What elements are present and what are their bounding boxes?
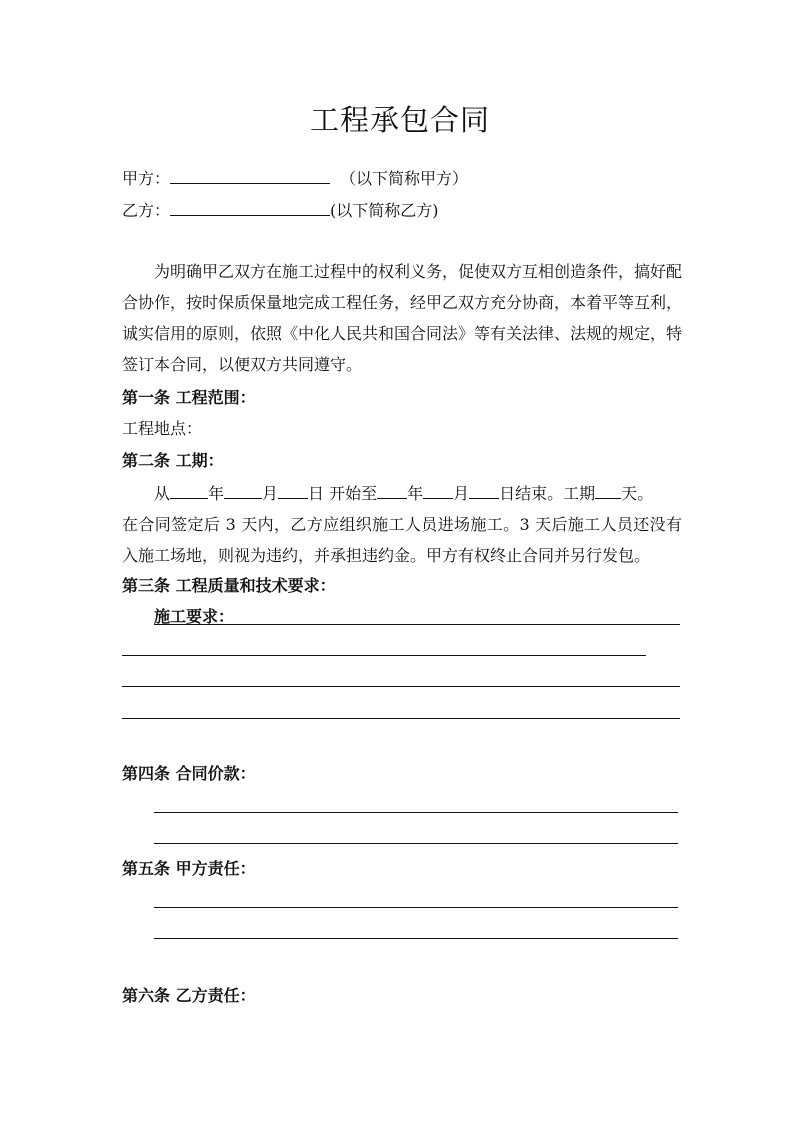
- year-text: 年: [208, 484, 225, 503]
- end-month-blank[interactable]: [423, 482, 453, 499]
- duration-blank[interactable]: [595, 482, 621, 499]
- party-a-suffix: （以下简称甲方）: [340, 169, 469, 188]
- days-text: 天。: [621, 484, 654, 503]
- party-b-suffix: (以下简称乙方): [330, 201, 439, 220]
- price-line-2[interactable]: [154, 843, 678, 844]
- party-a-duty-line-1[interactable]: [154, 907, 678, 908]
- year2-text: 年: [407, 484, 424, 503]
- article-3-heading: 第三条 工程质量和技术要求：: [122, 576, 336, 595]
- start-day-blank[interactable]: [278, 482, 308, 499]
- article-1-heading: 第一条 工程范围：: [122, 388, 256, 407]
- from-text: 从: [154, 484, 171, 503]
- article-6-heading: 第六条 乙方责任：: [122, 986, 256, 1005]
- start-year-blank[interactable]: [170, 482, 208, 499]
- month-text: 月: [262, 484, 279, 503]
- construction-requirements-label: 施工要求：: [154, 607, 235, 626]
- preamble-paragraph: 为明确甲乙双方在施工过程中的权利义务，促使双方互相创造条件，搞好配合协作，按时保质保量地完成工程任务，经甲乙双方充分协商，本着平等互利，诚实信用的原则，依照《中化人民共和国合同法》等有关法律、法规的规定，特签订本合同，以便双方共同遵守。: [122, 262, 683, 374]
- end-year-blank[interactable]: [377, 482, 407, 499]
- requirements-line-2[interactable]: [122, 655, 646, 656]
- party-a-line: [122, 167, 468, 189]
- party-a-label: 甲方：: [122, 169, 171, 188]
- party-b-blank[interactable]: [170, 199, 330, 216]
- work-location-label: 工程地点：: [122, 419, 203, 438]
- requirements-line-3[interactable]: [122, 686, 680, 687]
- party-a-blank[interactable]: [170, 167, 330, 184]
- requirements-line-4[interactable]: [122, 718, 680, 719]
- article-5-heading: 第五条 甲方责任：: [122, 859, 256, 878]
- schedule-line: [154, 482, 653, 504]
- end-day-blank[interactable]: [469, 482, 499, 499]
- start-text: 日 开始至: [308, 484, 378, 503]
- article-4-heading: 第四条 合同价款：: [122, 764, 256, 783]
- party-a-duty-line-2[interactable]: [154, 938, 678, 939]
- party-b-label: 乙方：: [122, 201, 171, 220]
- start-month-blank[interactable]: [224, 482, 262, 499]
- end-text: 日结束。工期: [499, 484, 596, 503]
- month2-text: 月: [453, 484, 470, 503]
- price-line-1[interactable]: [154, 812, 678, 813]
- article-2-heading: 第二条 工期：: [122, 451, 224, 470]
- document-title: 工程承包合同: [309, 103, 490, 137]
- requirements-line-1[interactable]: [154, 624, 680, 625]
- party-b-line: [122, 199, 439, 221]
- article-2-text: 在合同签定后 3 天内，乙方应组织施工人员进场施工。3 天后施工人员还没有入施工场地，则视为违约，并承担违约金。甲方有权终止合同并另行发包。: [122, 515, 682, 565]
